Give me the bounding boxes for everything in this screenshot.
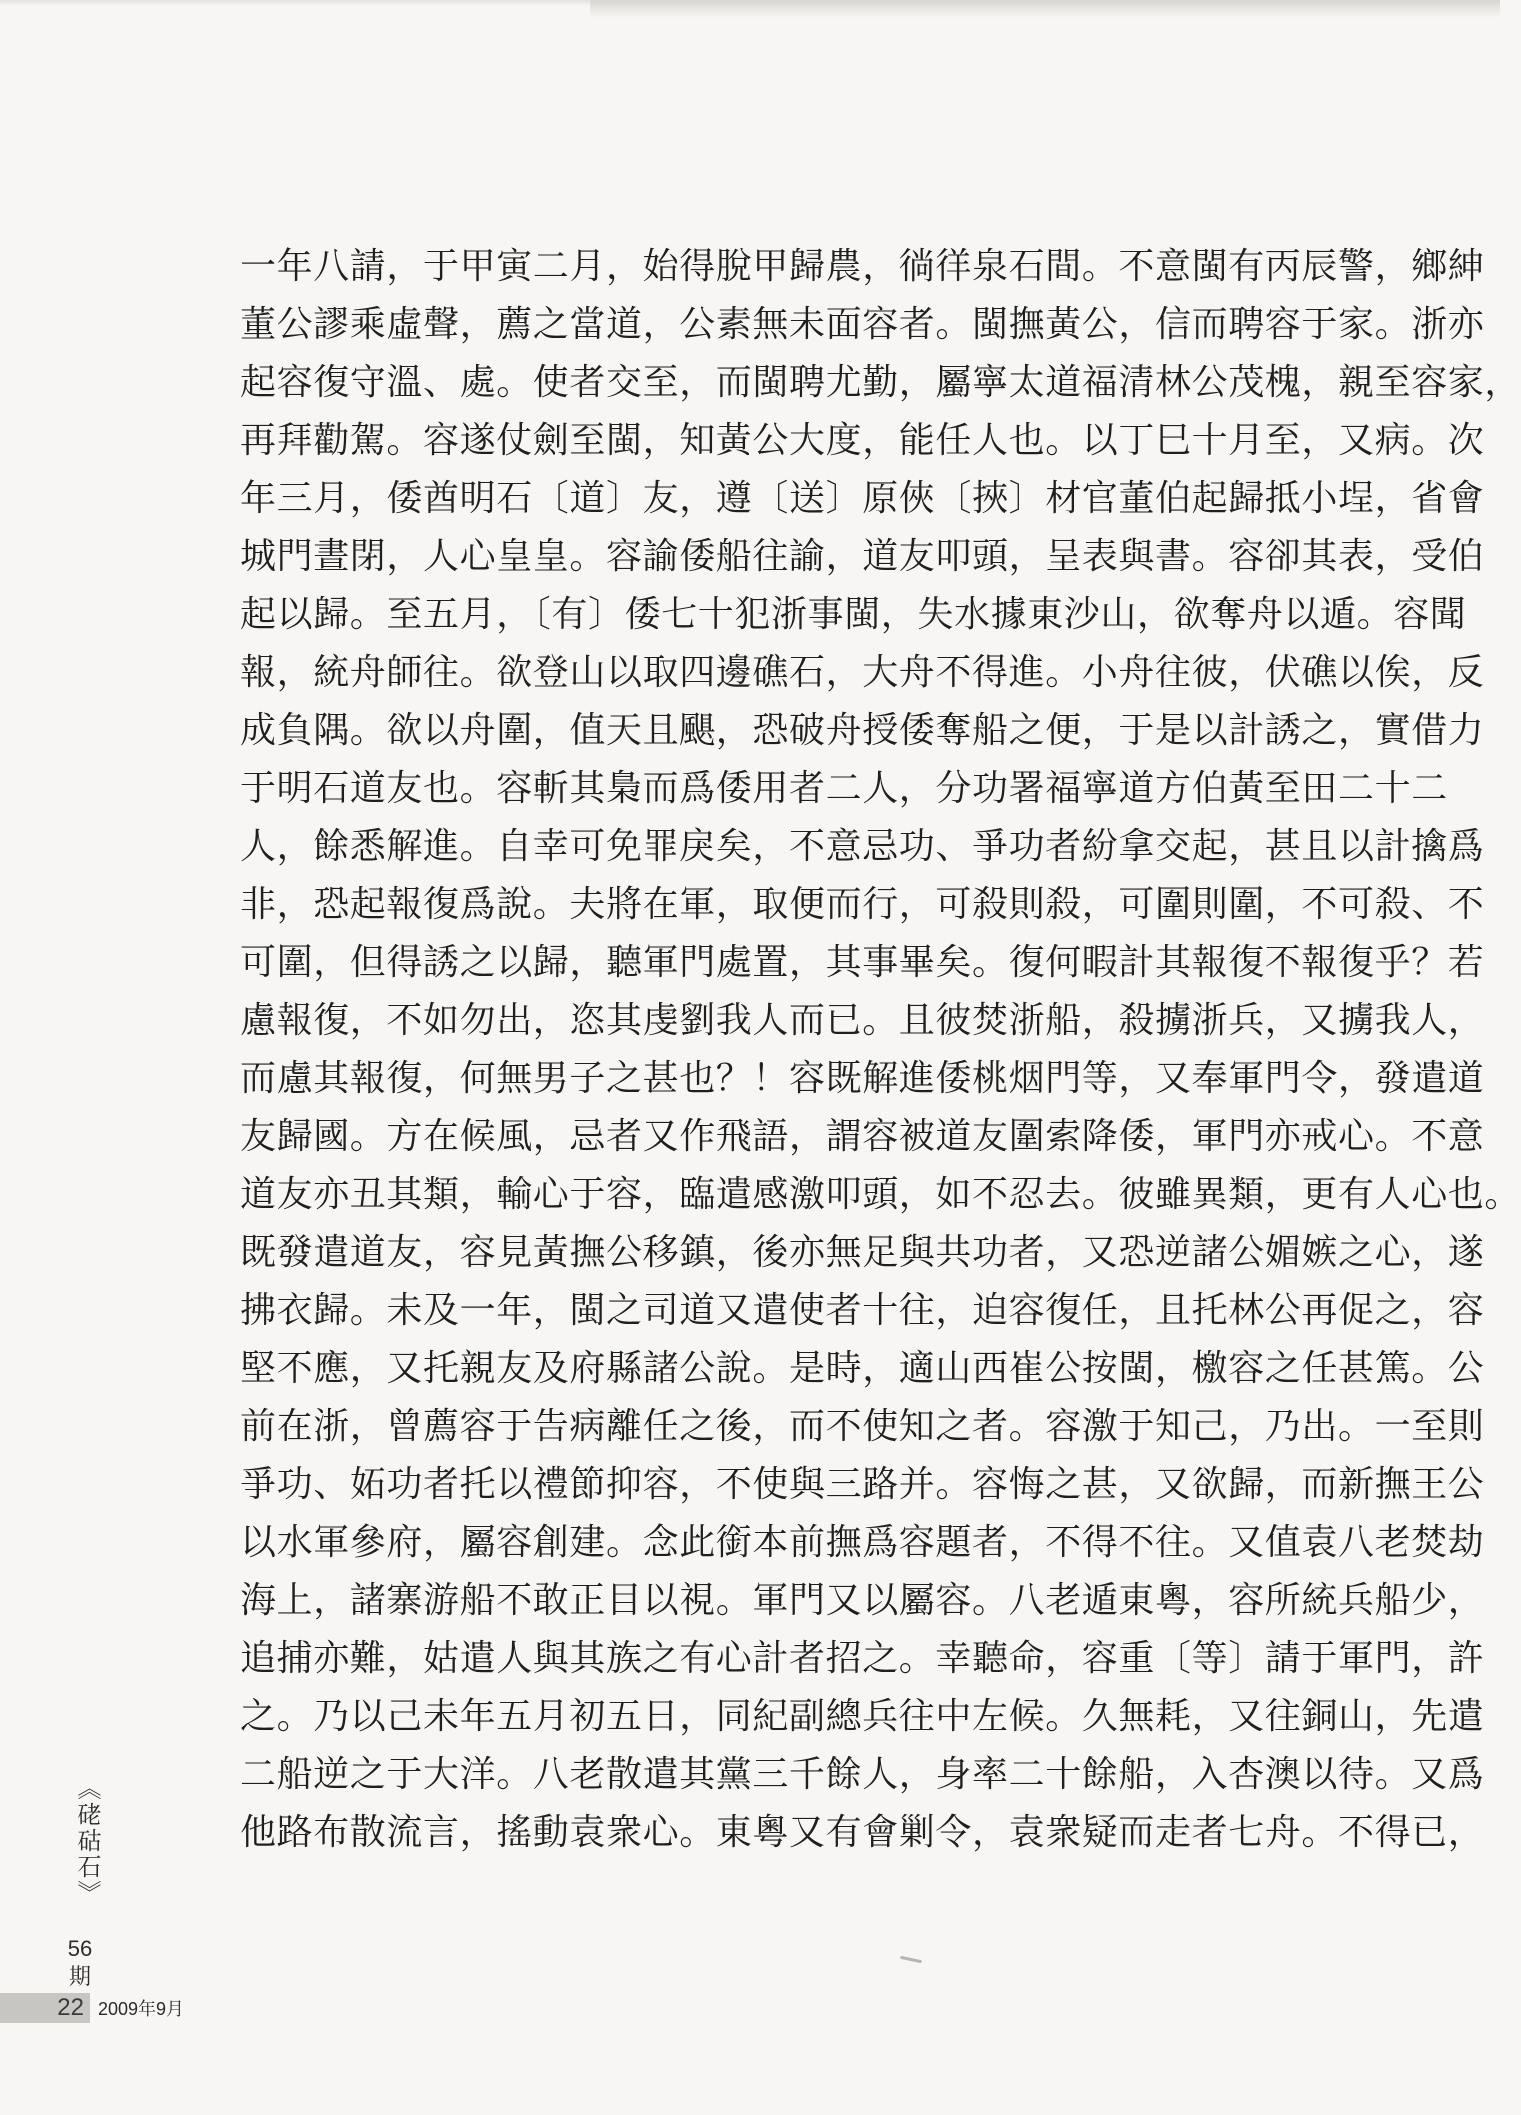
text-line: 報，統舟師往。欲登山以取四邊礁石，大舟不得進。小舟往彼，伏礁以俟，反	[240, 652, 1485, 693]
text-line: 而慮其報復，何無男子之甚也？！容既解進倭桃烟門等，又奉軍門令，發遣道	[240, 1058, 1485, 1099]
text-line: 追捕亦難，姑遣人與其族之有心計者招之。幸聽命，容重〔等〕請于軍門，許	[240, 1638, 1485, 1679]
issue-number: 56期	[67, 1936, 93, 1989]
text-line: 城門晝閉，人心皇皇。容諭倭船往諭，道友叩頭，呈表與書。容卻其表，受伯	[240, 536, 1485, 577]
text-line: 前在浙，曾薦容于告病離任之後，而不使知之者。容激于知己，乃出。一至則	[240, 1406, 1485, 1447]
top-shadow	[590, 0, 1500, 18]
text-line: 堅不應，又托親友及府縣諸公說。是時，適山西崔公按閩，檄容之任甚篤。公	[240, 1348, 1485, 1389]
text-line: 起容復守溫、處。使者交至，而閩聘尤勤，屬寧太道福清林公茂槐，親至容家，	[240, 362, 1521, 403]
page-number: 22	[0, 1993, 90, 2023]
scan-speck	[900, 1956, 922, 1964]
text-line: 友歸國。方在候風，忌者又作飛語，謂容被道友圍索降倭，軍門亦戒心。不意	[240, 1116, 1485, 1157]
text-line: 之。乃以己未年五月初五日，同紀副總兵往中左候。久無耗，又往銅山，先遣	[240, 1696, 1485, 1737]
article-body	[240, 238, 1521, 1862]
page-footer	[0, 1993, 184, 2023]
text-line: 可圍，但得誘之以歸，聽軍門處置，其事畢矣。復何暇計其報復不報復乎？若	[240, 942, 1485, 983]
text-line: 董公謬乘虛聲，薦之當道，公素無未面容者。閩撫黃公，信而聘容于家。浙亦	[240, 304, 1485, 345]
text-line: 非，恐起報復爲說。夫將在軍，取便而行，可殺則殺，可圍則圍，不可殺、不	[240, 884, 1485, 925]
text-line: 既發遣道友，容見黃撫公移鎮，後亦無足與共功者，又恐逆諸公媚嫉之心，遂	[240, 1232, 1485, 1273]
journal-title: 《硓𥑮石》	[73, 1776, 101, 1906]
text-line: 年三月，倭酋明石〔道〕友，遵〔送〕原俠〔挾〕材官董伯起歸抵小埕，省會	[240, 478, 1485, 519]
text-line: 道友亦丑其類，輸心于容，臨遣感激叩頭，如不忍去。彼雖異類，更有人心也。	[240, 1174, 1521, 1215]
text-line: 海上，諸寨游船不敢正目以視。軍門又以屬容。八老遁東粵，容所統兵船少，	[240, 1580, 1485, 1621]
text-line: 人，餘悉解進。自幸可免罪戾矣，不意忌功、爭功者紛拿交起，甚且以計擒爲	[240, 826, 1485, 867]
text-line: 爭功、妬功者托以禮節抑容，不使與三路并。容悔之甚，又欲歸，而新撫王公	[240, 1464, 1485, 1505]
text-line: 成負隅。欲以舟圍，值天且颶，恐破舟授倭奪船之便，于是以計誘之，實借力	[240, 710, 1485, 751]
text-line: 再拜勸駕。容遂仗劍至閩，知黃公大度，能任人也。以丁巳十月至，又病。次	[240, 420, 1485, 461]
text-line: 慮報復，不如勿出，恣其虔劉我人而已。且彼焚浙船，殺擄浙兵，又擄我人，	[240, 1000, 1485, 1041]
text-line: 拂衣歸。未及一年，閩之司道又遣使者十往，迫容復任，且托林公再促之，容	[240, 1290, 1485, 1331]
text-line: 他路布散流言，搖動袁衆心。東粵又有會剿令，袁衆疑而走者七舟。不得已，	[240, 1812, 1485, 1853]
issue-date: 2009年9月	[98, 1999, 185, 2019]
text-line: 一年八請，于甲寅二月，始得脫甲歸農，徜徉泉石間。不意閩有丙辰警，鄉紳	[240, 246, 1485, 287]
text-line: 以水軍參府，屬容創建。念此銜本前撫爲容題者，不得不往。又值袁八老焚劫	[240, 1522, 1485, 1563]
text-line: 起以歸。至五月，〔有〕倭七十犯浙事閩，失水據東沙山，欲奪舟以遁。容聞	[240, 594, 1467, 635]
text-line: 二船逆之于大洋。八老散遣其黨三千餘人，身率二十餘船，入杏澳以待。又爲	[240, 1754, 1485, 1795]
text-line: 于明石道友也。容斬其梟而爲倭用者二人，分功署福寧道方伯黃至田二十二	[240, 768, 1448, 809]
